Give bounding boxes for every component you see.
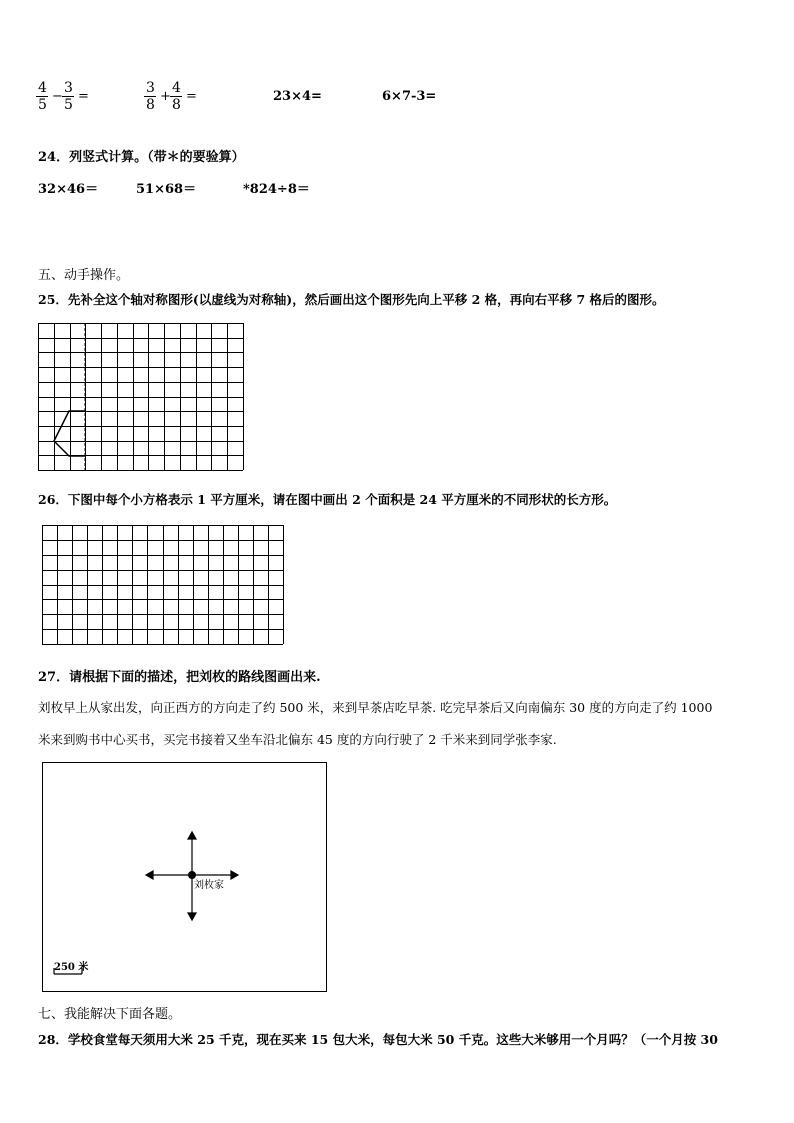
expression-23x4: 23×4= xyxy=(273,89,322,104)
equals-sign: = xyxy=(78,89,89,104)
fraction-numerator: 4 xyxy=(172,80,181,96)
fraction-denominator: 5 xyxy=(64,97,73,113)
question-24-title: 24．列竖式计算。（带＊的要验算） xyxy=(38,150,245,165)
home-label: 刘枚家 xyxy=(194,880,224,891)
question-26-text: 26．下图中每个小方格表示 1 平方厘米，请在图中画出 2 个面积是 24 平方厘米的不同形状的长方形。 xyxy=(38,492,617,507)
section-5-heading: 五、动手操作。 xyxy=(38,268,130,283)
question-27-line-2: 米来到购书中心买书，买完书接着又坐车沿北偏东 45 度的方向行驶了 2 千米来到同学张李家. xyxy=(38,732,557,747)
section-7-heading: 七、我能解决下面各题。 xyxy=(38,1007,182,1022)
fraction-numerator: 3 xyxy=(146,80,155,96)
half-shape xyxy=(54,411,85,456)
symmetry-grid[interactable] xyxy=(38,323,244,471)
q24-item-2: 51×68＝ xyxy=(136,182,197,197)
q24-item-1: 32×46＝ xyxy=(38,182,99,197)
fraction-numerator: 3 xyxy=(64,80,73,96)
minus-sign: − xyxy=(52,89,63,104)
fraction-4-8 xyxy=(170,80,183,113)
q24-item-3: *824÷8＝ xyxy=(243,182,310,197)
question-25-text: 25．先补全这个轴对称图形(以虚线为对称轴)，然后画出这个图形先向上平移 2 格，再向右平移 7 格后的图形。 xyxy=(38,292,665,307)
expression-6x7-3: 6×7-3= xyxy=(382,89,437,104)
fraction-denominator: 8 xyxy=(172,97,181,113)
area-grid[interactable] xyxy=(42,525,284,645)
fraction-3-8 xyxy=(144,80,157,113)
fraction-3-5 xyxy=(62,80,75,113)
equals-sign: = xyxy=(186,89,197,104)
fraction-denominator: 8 xyxy=(146,97,155,113)
plus-sign: + xyxy=(160,89,171,104)
question-27-title: 27．请根据下面的描述，把刘枚的路线图画出来. xyxy=(38,670,321,685)
question-27-line-1: 刘枚早上从家出发，向正西方的方向走了约 500 米，来到早茶店吃早茶. 吃完早茶后又向南偏东 30 度的方向走了约 1000 xyxy=(38,700,713,715)
question-28-text: 28．学校食堂每天须用大米 25 千克，现在买来 15 包大米，每包大米 50 千克。这些大米够用一个月吗？（一个月按 30 xyxy=(38,1032,718,1047)
fraction-denominator: 5 xyxy=(38,97,47,113)
fraction-4-5 xyxy=(36,80,49,113)
scale-label: 250 米 xyxy=(54,962,89,973)
fraction-numerator: 4 xyxy=(38,80,47,96)
